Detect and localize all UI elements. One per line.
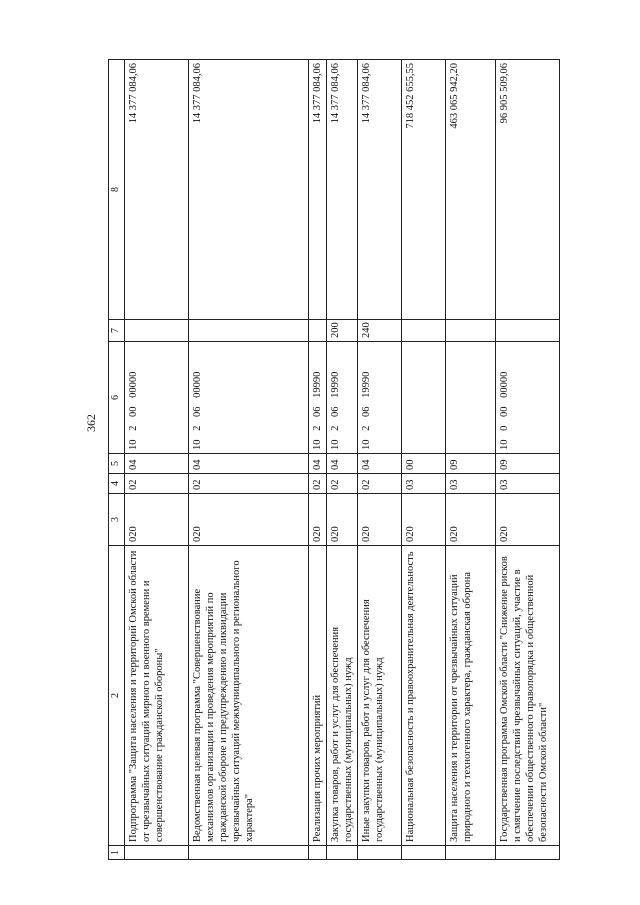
row-name: Иные закупки товаров, работ и услуг для обеспечения государственных (муниципальных) нужд xyxy=(357,546,401,846)
code-subsection: 00 xyxy=(401,454,445,474)
row-number xyxy=(401,846,445,860)
code-expense-type xyxy=(308,320,326,342)
header-col-3: 3 xyxy=(109,494,125,546)
code-target: 10 2 06 00000 xyxy=(188,342,308,454)
row-name: Государственная программа Омской области "Снижение рисков и смягчение последствий чрезвычайных ситуаций, участие в обеспечении общественного правопорядка и общественной безопасности Омской области" xyxy=(495,546,559,846)
table-row xyxy=(188,60,308,860)
rotated-table-wrapper xyxy=(108,60,548,860)
code-subsection: 04 xyxy=(326,454,357,474)
code-expense-type xyxy=(401,320,445,342)
code-section: 03 xyxy=(401,474,445,494)
code-subsection: 09 xyxy=(495,454,559,474)
code-admin: 020 xyxy=(401,494,445,546)
header-col-6: 6 xyxy=(109,342,125,454)
code-admin: 020 xyxy=(188,494,308,546)
code-target: 10 0 00 00000 xyxy=(495,342,559,454)
row-name: Подпрограмма "Защита населения и территорий Омской области от чрезвычайных ситуаций мирного и военного времени и совершенствование гражданской обороны" xyxy=(124,546,188,846)
code-subsection: 04 xyxy=(188,454,308,474)
amount: 718 452 655,55 xyxy=(401,60,445,320)
header-col-5: 5 xyxy=(109,454,125,474)
code-section: 02 xyxy=(188,474,308,494)
amount: 96 905 509,06 xyxy=(495,60,559,320)
header-col-8: 8 xyxy=(109,60,125,320)
code-target: 10 2 06 19990 xyxy=(357,342,401,454)
header-col-7: 7 xyxy=(109,320,125,342)
table-row xyxy=(445,60,495,860)
table-row xyxy=(357,60,401,860)
code-expense-type: 240 xyxy=(357,320,401,342)
code-admin: 020 xyxy=(326,494,357,546)
code-section: 03 xyxy=(445,474,495,494)
code-expense-type: 200 xyxy=(326,320,357,342)
row-number xyxy=(495,846,559,860)
amount: 14 377 084,06 xyxy=(188,60,308,320)
table-row xyxy=(124,60,188,860)
code-expense-type xyxy=(495,320,559,342)
amount: 14 377 084,06 xyxy=(124,60,188,320)
code-section: 02 xyxy=(124,474,188,494)
header-col-4: 4 xyxy=(109,474,125,494)
code-admin: 020 xyxy=(495,494,559,546)
code-expense-type xyxy=(124,320,188,342)
code-expense-type xyxy=(188,320,308,342)
code-admin: 020 xyxy=(308,494,326,546)
header-col-2: 2 xyxy=(109,546,125,846)
table-row xyxy=(308,60,326,860)
row-name: Национальная безопасность и правоохранительная деятельность xyxy=(401,546,445,846)
code-subsection: 09 xyxy=(445,454,495,474)
amount: 14 377 084,06 xyxy=(357,60,401,320)
code-admin: 020 xyxy=(445,494,495,546)
code-section: 02 xyxy=(326,474,357,494)
code-target xyxy=(401,342,445,454)
code-target: 10 2 06 19990 xyxy=(308,342,326,454)
header-col-1: 1 xyxy=(109,846,125,860)
page-number: 362 xyxy=(84,414,98,432)
budget-table xyxy=(108,59,560,860)
row-number xyxy=(445,846,495,860)
code-subsection: 04 xyxy=(124,454,188,474)
row-number xyxy=(124,846,188,860)
code-admin: 020 xyxy=(357,494,401,546)
table-row xyxy=(326,60,357,860)
amount: 463 065 942,20 xyxy=(445,60,495,320)
code-admin: 020 xyxy=(124,494,188,546)
row-name: Защита населения и территории от чрезвычайных ситуаций природного и техногенного характера, гражданская оборона xyxy=(445,546,495,846)
code-target xyxy=(445,342,495,454)
row-number xyxy=(326,846,357,860)
code-target: 10 2 00 00000 xyxy=(124,342,188,454)
row-number xyxy=(357,846,401,860)
amount: 14 377 084,06 xyxy=(308,60,326,320)
amount: 14 377 084,06 xyxy=(326,60,357,320)
table-row xyxy=(495,60,559,860)
code-subsection: 04 xyxy=(308,454,326,474)
header-row xyxy=(109,60,125,860)
code-subsection: 04 xyxy=(357,454,401,474)
row-number xyxy=(188,846,308,860)
row-name: Закупка товаров, работ и услуг для обеспечения государственных (муниципальных) нужд xyxy=(326,546,357,846)
code-section: 03 xyxy=(495,474,559,494)
row-name: Реализация прочих мероприятий xyxy=(308,546,326,846)
table-row xyxy=(401,60,445,860)
row-number xyxy=(308,846,326,860)
row-name: Ведомственная целевая программа "Совершенствование механизмов организации и проведения мероприятий по гражданской обороне и предупреждению и ликвидации чрезвычайных ситуаций межмуниципального и регионального характера" xyxy=(188,546,308,846)
code-expense-type xyxy=(445,320,495,342)
code-section: 02 xyxy=(357,474,401,494)
code-target: 10 2 06 19990 xyxy=(326,342,357,454)
code-section: 02 xyxy=(308,474,326,494)
